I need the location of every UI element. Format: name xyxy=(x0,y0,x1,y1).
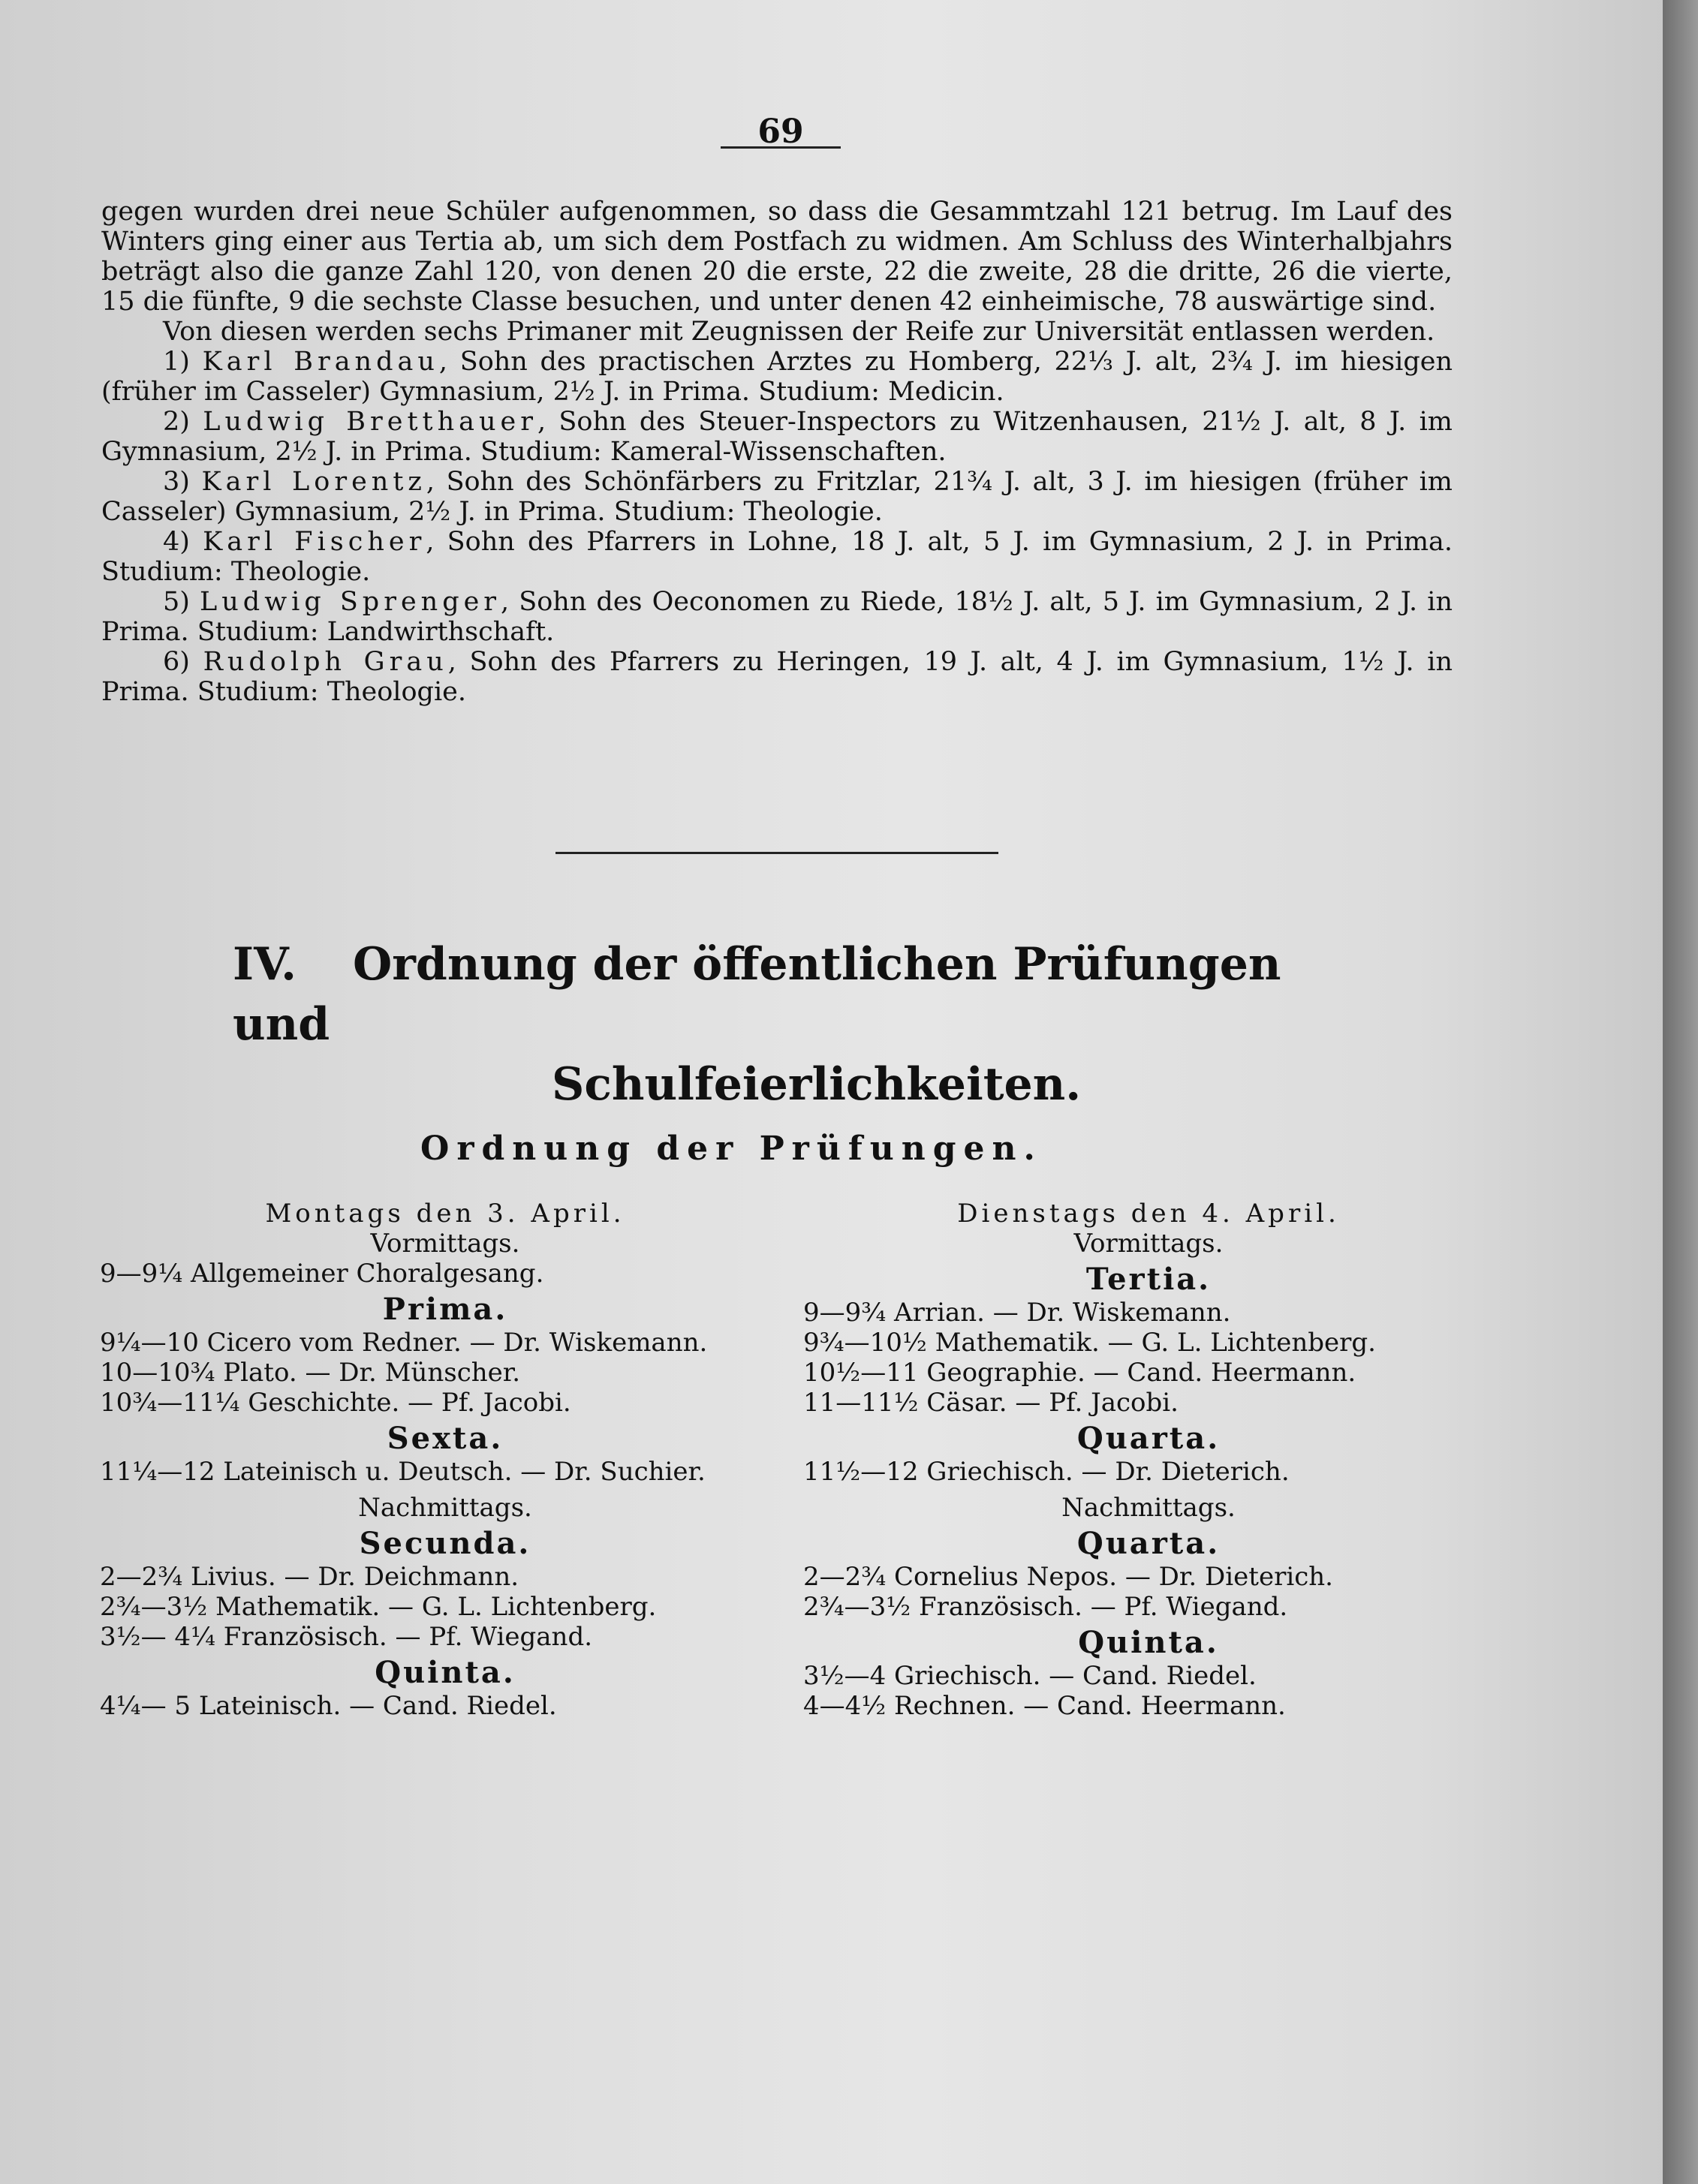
class-heading: Quinta. xyxy=(1078,1625,1219,1660)
section-divider xyxy=(555,852,998,854)
section-heading xyxy=(233,934,1359,1115)
class-heading: Prima. xyxy=(382,1292,508,1327)
day-heading: Dienstags den 4. April. xyxy=(957,1199,1340,1229)
class-heading: Sexta. xyxy=(387,1421,504,1456)
schedule-row: 10½—11 Geographie. — Cand. Heermann. xyxy=(803,1358,1356,1388)
schedule-row: 11—11½ Cäsar. — Pf. Jacobi. xyxy=(803,1388,1179,1418)
schedule-monday xyxy=(100,1199,790,1721)
schedule-row: 2—2¾ Cornelius Nepos. — Dr. Dieterich. xyxy=(803,1562,1333,1592)
body-text xyxy=(101,197,1453,707)
section-title-line1: Ordnung der öffentlichen Prüfungen und xyxy=(233,938,1281,1051)
graduate-entry: 5) Ludwig Sprenger, Sohn des Oeconomen zu Riede, 18½ J. alt, 5 J. im Gymnasium, 2 J. in Prima. Studium: Landwirthschaft. xyxy=(101,587,1453,647)
time-of-day: Vormittags. xyxy=(370,1229,520,1259)
page-number: 69 xyxy=(706,113,856,149)
time-of-day: Nachmittags. xyxy=(1061,1493,1236,1523)
schedule-row: 11¼—12 Lateinisch u. Deutsch. — Dr. Suchier. xyxy=(100,1457,706,1487)
time-of-day: Vormittags. xyxy=(1073,1229,1224,1259)
day-heading: Montags den 3. April. xyxy=(265,1199,625,1229)
graduate-entry: 6) Rudolph Grau, Sohn des Pfarrers zu Heringen, 19 J. alt, 4 J. im Gymnasium, 1½ J. in Prima. Studium: Theologie. xyxy=(101,647,1453,707)
schedule-row: 4—4½ Rechnen. — Cand. Heermann. xyxy=(803,1691,1286,1721)
schedule-tuesday xyxy=(803,1199,1494,1721)
paragraph: Von diesen werden sechs Primaner mit Zeugnissen der Reife zur Universität entlassen werden. xyxy=(163,317,1435,347)
class-heading: Secunda. xyxy=(359,1526,531,1561)
paragraph: gegen wurden drei neue Schüler aufgenommen, so dass die Gesammtzahl 121 betrug. Im Lauf des Winters ging einer aus Tertia ab, um sich dem Postfach zu widmen. Am Schluss des Winterhalbjahrs beträgt also die ganze Zahl 120, von denen 20 die erste, 22 die zweite, 28 die dritte, 26 die vierte, 15 die fünfte, 9 die sechste Classe besuchen, und unter denen 42 einheimische, 78 auswärtige sind. xyxy=(101,197,1453,317)
schedule-row: 10—10¾ Plato. — Dr. Münscher. xyxy=(100,1358,521,1388)
class-heading: Quarta. xyxy=(1076,1526,1221,1561)
section-subtitle: Ordnung der Prüfungen. xyxy=(420,1130,1043,1168)
class-heading: Quarta. xyxy=(1076,1421,1221,1456)
schedule-row: 2¾—3½ Mathematik. — G. L. Lichtenberg. xyxy=(100,1592,657,1622)
schedule-row: 9—9¼ Allgemeiner Choralgesang. xyxy=(100,1259,544,1289)
schedule-row: 2¾—3½ Französisch. — Pf. Wiegand. xyxy=(803,1592,1288,1622)
schedule-row: 3½— 4¼ Französisch. — Pf. Wiegand. xyxy=(100,1622,593,1652)
time-of-day: Nachmittags. xyxy=(358,1493,532,1523)
section-title-line2: Schulfeierlichkeiten. xyxy=(552,1058,1082,1111)
graduate-entry: 2) Ludwig Bretthauer, Sohn des Steuer-Inspectors zu Witzenhausen, 21½ J. alt, 8 J. im Gymnasium, 2½ J. in Prima. Studium: Kameral-Wissenschaften. xyxy=(101,407,1453,467)
schedule-row: 9¾—10½ Mathematik. — G. L. Lichtenberg. xyxy=(803,1328,1376,1358)
schedule-row: 10¾—11¼ Geschichte. — Pf. Jacobi. xyxy=(100,1388,571,1418)
graduate-entry: 3) Karl Lorentz, Sohn des Schönfärbers zu Fritzlar, 21¾ J. alt, 3 J. im hiesigen (früher im Casseler) Gymnasium, 2½ J. in Prima. Studium: Theologie. xyxy=(101,467,1453,527)
schedule-row: 3½—4 Griechisch. — Cand. Riedel. xyxy=(803,1661,1257,1691)
section-number: IV. xyxy=(233,938,297,991)
schedule-row: 4¼— 5 Lateinisch. — Cand. Riedel. xyxy=(100,1691,557,1721)
class-heading: Quinta. xyxy=(375,1655,516,1690)
class-heading: Tertia. xyxy=(1085,1262,1212,1297)
graduate-entry: 4) Karl Fischer, Sohn des Pfarrers in Lohne, 18 J. alt, 5 J. im Gymnasium, 2 J. in Prima. Studium: Theologie. xyxy=(101,527,1453,587)
schedule-row: 9¼—10 Cicero vom Redner. — Dr. Wiskemann. xyxy=(100,1328,708,1358)
schedule-row: 9—9¾ Arrian. — Dr. Wiskemann. xyxy=(803,1298,1231,1328)
schedule-row: 2—2¾ Livius. — Dr. Deichmann. xyxy=(100,1562,519,1592)
schedule-row: 11½—12 Griechisch. — Dr. Dieterich. xyxy=(803,1457,1290,1487)
page-edge-shadow xyxy=(1663,0,1698,2184)
graduate-entry: 1) Karl Brandau, Sohn des practischen Arztes zu Homberg, 22⅓ J. alt, 2¾ J. im hiesigen (früher im Casseler) Gymnasium, 2½ J. in Prima. Studium: Medicin. xyxy=(101,347,1453,407)
